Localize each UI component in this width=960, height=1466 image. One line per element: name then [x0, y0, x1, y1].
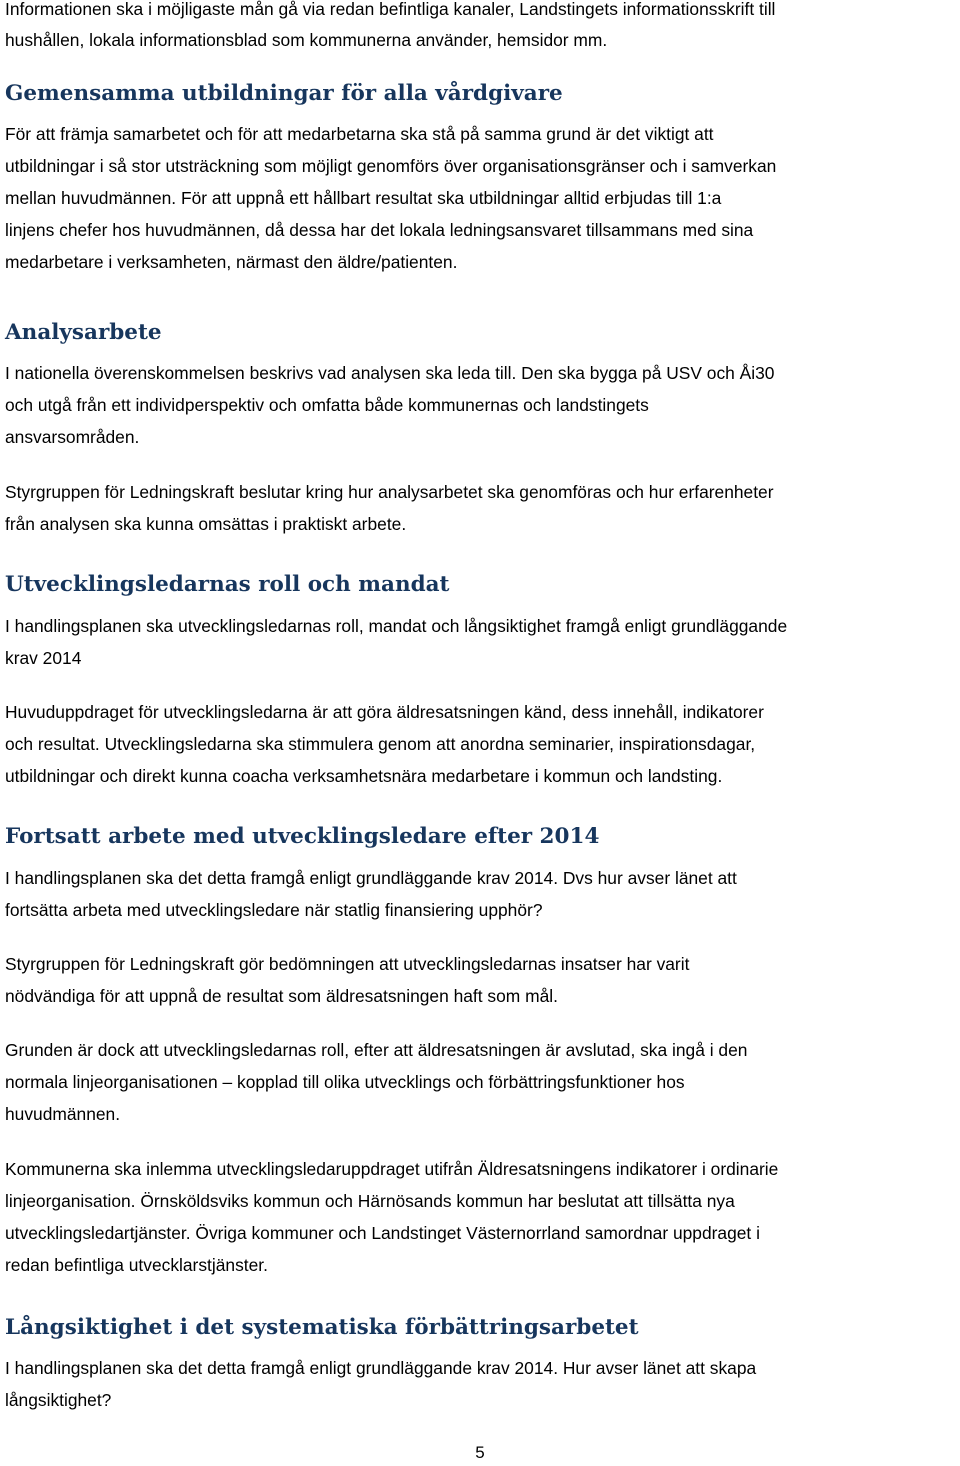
section-heading-analysarbete: Analysarbete: [5, 320, 162, 345]
text-line: nödvändiga för att uppnå de resultat som äldresatsningen haft som mål.: [5, 986, 558, 1006]
document-page: [5, 0, 957, 1466]
text-line: krav 2014: [5, 648, 82, 668]
text-line: I handlingsplanen ska det detta framgå enligt grundläggande krav 2014. Dvs hur avser länet att: [5, 868, 737, 888]
paragraph-fortsatt-kommunerna: [5, 1153, 957, 1281]
text-line: I handlingsplanen ska utvecklingsledarnas roll, mandat och långsiktighet framgå enligt grundläggande: [5, 616, 788, 636]
text-line: fortsätta arbeta med utvecklingsledare när statlig finansiering upphör?: [5, 900, 543, 920]
text-line: Kommunerna ska inlemma utvecklingsledaruppdraget utifrån Äldresatsningens indikatorer i ordinarie: [5, 1159, 779, 1179]
paragraph-fortsatt-grunden: [5, 1034, 957, 1130]
section-heading-utvecklingsledarnas-roll: Utvecklingsledarnas roll och mandat: [5, 572, 450, 597]
text-line: utvecklingsledartjänster. Övriga kommuner och Landstinget Västernorrland samordnar uppdraget i: [5, 1223, 760, 1243]
text-line: utbildningar och direkt kunna coacha verksamhetsnära medarbetare i kommun och landsting.: [5, 766, 723, 786]
text-line: utbildningar i så stor utsträckning som möjligt genomförs över organisationsgränser och i samverkan: [5, 156, 777, 176]
page-number: 5: [475, 1443, 485, 1462]
text-line: För att främja samarbetet och för att medarbetarna ska stå på samma grund är det viktigt att: [5, 124, 714, 144]
text-line: från analysen ska kunna omsättas i praktiskt arbete.: [5, 514, 407, 534]
text-line: och resultat. Utvecklingsledarna ska stimmulera genom att anordna seminarier, inspirationsdagar,: [5, 734, 756, 754]
text-line: långsiktighet?: [5, 1390, 112, 1410]
text-line: Grunden är dock att utvecklingsledarnas roll, efter att äldresatsningen är avslutad, ska ingå i den: [5, 1040, 748, 1060]
text-line: normala linjeorganisationen – kopplad till olika utvecklings och förbättringsfunktioner hos: [5, 1072, 685, 1092]
text-line: mellan huvudmännen. För att uppnå ett hållbart resultat ska utbildningar alltid erbjudas till 1:a: [5, 188, 722, 208]
paragraph-analys-overenskommelse: [5, 357, 957, 453]
paragraph-analys-styrgruppen: [5, 476, 957, 540]
paragraph-roll-handlingsplan: [5, 610, 957, 674]
text-line: I handlingsplanen ska det detta framgå enligt grundläggande krav 2014. Hur avser länet att skapa: [5, 1358, 757, 1378]
text-line: ansvarsområden.: [5, 427, 140, 447]
text-line: I nationella överenskommelsen beskrivs vad analysen ska leda till. Den ska bygga på USV och Åi30: [5, 363, 775, 383]
paragraph-fortsatt-handlingsplan: [5, 862, 957, 926]
section-heading-fortsatt-arbete: Fortsatt arbete med utvecklingsledare efter 2014: [5, 824, 600, 849]
paragraph-fortsatt-styrgruppen: [5, 948, 957, 1012]
text-line: hushållen, lokala informationsblad som kommunerna använder, hemsidor mm.: [5, 30, 608, 51]
text-line: Informationen ska i möjligaste mån gå via redan befintliga kanaler, Landstingets informationsskrift till: [5, 0, 776, 19]
text-line: Huvuduppdraget för utvecklingsledarna är att göra äldresatsningen känd, dess innehåll, indikatorer: [5, 702, 764, 722]
text-line: medarbetare i verksamheten, närmast den äldre/patienten.: [5, 252, 458, 272]
text-line: linjeorganisation. Örnsköldsviks kommun och Härnösands kommun har beslutat att tillsätta nya: [5, 1191, 735, 1211]
paragraph-langsiktighet: [5, 1352, 957, 1416]
text-line: huvudmännen.: [5, 1104, 121, 1124]
text-line: redan befintliga utvecklarstjänster.: [5, 1255, 268, 1275]
text-line: Styrgruppen för Ledningskraft beslutar kring hur analysarbetet ska genomföras och hur erfarenheter: [5, 482, 774, 502]
intro-paragraph: [5, 0, 957, 57]
text-line: Styrgruppen för Ledningskraft gör bedömningen att utvecklingsledarnas insatser har varit: [5, 954, 690, 974]
text-line: linjens chefer hos huvudmännen, då dessa har det lokala ledningsansvaret tillsammans med sina: [5, 220, 754, 240]
paragraph-roll-huvuduppdrag: [5, 696, 957, 792]
section-heading-gemensamma-utbildningar: Gemensamma utbildningar för alla vårdgivare: [5, 81, 563, 106]
paragraph-utbildningar: [5, 118, 957, 278]
text-line: och utgå från ett individperspektiv och omfatta både kommunernas och landstingets: [5, 395, 649, 415]
section-heading-langsiktighet: Långsiktighet i det systematiska förbättringsarbetet: [5, 1315, 639, 1340]
